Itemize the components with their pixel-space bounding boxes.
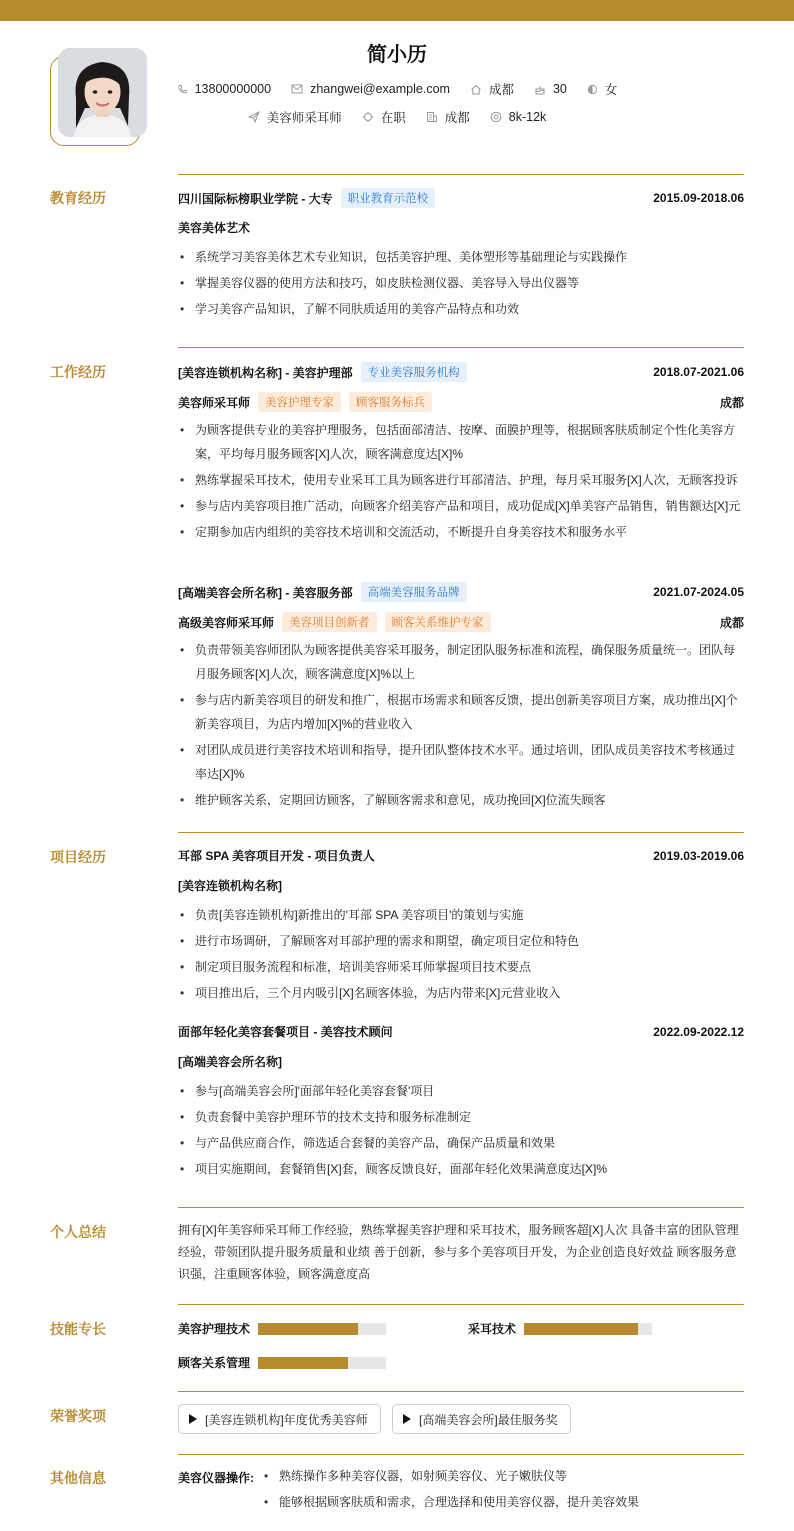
skill-item-3 bbox=[178, 1354, 386, 1371]
list-item: • 能够根据顾客肤质和需求，合理选择和使用美容仪器，提升美容效果 bbox=[262, 1490, 744, 1514]
skills-divider bbox=[178, 1304, 744, 1305]
list-item: • 制定项目服务流程和标准，培训美容师采耳师掌握项目技术要点 bbox=[178, 955, 744, 979]
status-item bbox=[362, 108, 406, 126]
skills-title: 技能专长 bbox=[50, 1321, 106, 1337]
list-item: • 与产品供应商合作，筛选适合套餐的美容产品，确保产品质量和效果 bbox=[178, 1131, 744, 1155]
skill-1-bar bbox=[258, 1323, 386, 1335]
job-2-company: [高端美容会所名称] - 美容服务部 bbox=[178, 585, 353, 600]
project-2-name: 面部年轻化美容套餐项目 - 美容技术顾问 bbox=[178, 1025, 393, 1039]
project-2-bullets bbox=[178, 1079, 744, 1183]
skill-item-1 bbox=[178, 1320, 386, 1337]
candidate-name: 简小历 bbox=[367, 44, 427, 66]
project-1-bullets bbox=[178, 903, 744, 1007]
list-item: • 熟练掌握采耳技术，使用专业采耳工具为顾客进行耳部清洁、护理，每月采耳服务[X]人次，无顾客投诉 bbox=[178, 468, 744, 492]
list-item: • 负责带领美容师团队为顾客提供美容采耳服务，制定团队服务标准和流程，确保服务质量统一。团队每月服务顾客[X]人次，顾客满意度[X]%以上 bbox=[178, 638, 744, 686]
job-1-header bbox=[178, 362, 744, 382]
skill-1-fill bbox=[258, 1323, 358, 1335]
project-2-header bbox=[178, 1023, 744, 1040]
job-1-company: [美容连锁机构名称] - 美容护理部 bbox=[178, 365, 353, 380]
summary-title: 个人总结 bbox=[50, 1224, 106, 1240]
job-target-text: 美容师采耳师 bbox=[266, 111, 342, 125]
other-bullets bbox=[262, 1464, 744, 1516]
skill-2-name: 采耳技术 bbox=[468, 1322, 517, 1336]
age-text: 30 bbox=[552, 82, 567, 96]
list-item: • 对团队成员进行美容技术培训和指导，提升团队整体技术水平。通过培训，团队成员美容技术考核通过率达[X]% bbox=[178, 738, 744, 786]
school-name: 四川国际标榜职业学院 - 大专 bbox=[178, 191, 333, 206]
job-1-tag-1: 美容护理专家 bbox=[258, 392, 341, 412]
list-item: • 维护顾客关系，定期回访顾客，了解顾客需求和意见，成功挽回[X]位流失顾客 bbox=[178, 788, 744, 812]
skill-1-name: 美容护理技术 bbox=[178, 1322, 251, 1336]
salary-item bbox=[490, 110, 547, 124]
status-text: 在职 bbox=[380, 111, 406, 125]
job-target-item bbox=[248, 108, 342, 126]
other-divider bbox=[178, 1454, 744, 1455]
work-divider bbox=[178, 347, 744, 348]
job-2-position: 高级美容师采耳师 bbox=[178, 615, 275, 630]
phone-icon bbox=[177, 84, 188, 95]
list-item: • 项目推出后，三个月内吸引[X]名顾客体验，为店内带来[X]元营业收入 bbox=[178, 981, 744, 1005]
award-2-text: [高端美容会所]最佳服务奖 bbox=[419, 1412, 558, 1427]
job-2-tag-1: 美容项目创新者 bbox=[282, 612, 377, 632]
email-item bbox=[291, 82, 450, 96]
list-item: • 进行市场调研，了解顾客对耳部护理的需求和期望，确定项目定位和特色 bbox=[178, 929, 744, 953]
award-1-text: [美容连锁机构]年度优秀美容师 bbox=[205, 1412, 368, 1427]
job-2-tag-2: 顾客关系维护专家 bbox=[385, 612, 491, 632]
education-date: 2015.09-2018.06 bbox=[653, 191, 744, 205]
list-item: • 负责套餐中美容护理环节的技术支持和服务标准制定 bbox=[178, 1105, 744, 1129]
project-2-date: 2022.09-2022.12 bbox=[653, 1024, 744, 1039]
list-item: • 项目实施期间，套餐销售[X]套，顾客反馈良好，面部年轻化效果满意度达[X]% bbox=[178, 1157, 744, 1181]
project-2-org: [高端美容会所名称] bbox=[178, 1055, 282, 1069]
major-row bbox=[178, 219, 744, 236]
skill-item-2 bbox=[468, 1320, 652, 1337]
list-item: • 熟练操作多种美容仪器，如射频美容仪、光子嫩肤仪等 bbox=[262, 1464, 744, 1488]
city-text: 成都 bbox=[488, 83, 514, 97]
work-title: 工作经历 bbox=[50, 364, 106, 380]
job-1-position: 美容师采耳师 bbox=[178, 395, 251, 410]
play-arrow-icon bbox=[403, 1414, 411, 1424]
skill-3-name: 顾客关系管理 bbox=[178, 1356, 251, 1370]
gender-icon bbox=[587, 84, 598, 95]
education-bullets bbox=[178, 245, 744, 323]
job-1-tag-2: 顾客服务标兵 bbox=[349, 392, 432, 412]
phone-text: 13800000000 bbox=[194, 82, 272, 96]
job-2-city: 成都 bbox=[719, 615, 744, 630]
project-2-org-row bbox=[178, 1053, 744, 1070]
education-header bbox=[178, 188, 744, 208]
list-item: • 为顾客提供专业的美容护理服务，包括面部清洁、按摩、面膜护理等，根据顾客肤质制定个性化美容方案，平均每月服务顾客[X]人次，顾客满意度达[X]% bbox=[178, 418, 744, 466]
list-item: • 参与[高端美容会所]'面部年轻化美容套餐'项目 bbox=[178, 1079, 744, 1103]
job-1-position-row bbox=[178, 392, 744, 412]
education-divider bbox=[178, 174, 744, 175]
job-2-header bbox=[178, 582, 744, 602]
email-text: zhangwei@example.com bbox=[310, 82, 450, 96]
project-1-org-row bbox=[178, 877, 744, 894]
play-arrow-icon bbox=[189, 1414, 197, 1424]
job-2-company-tag: 高端美容服务品牌 bbox=[361, 582, 467, 602]
job-1-date: 2018.07-2021.06 bbox=[653, 365, 744, 379]
age-item bbox=[534, 82, 567, 96]
gender-item bbox=[587, 80, 618, 98]
summary-text: 拥有[X]年美容师采耳师工作经验，熟练掌握美容护理和采耳技术，服务顾客超[X]人次 具备丰富的团队管理经验，带领团队提升服务质量和业绩 善于创新，参与多个美容项目开发，为企业创造良好效益 顾客服务意识强，注重顾客体验，顾客满意度高 bbox=[178, 1223, 739, 1281]
job-intent-row bbox=[0, 108, 794, 126]
list-item: • 负责[美容连锁机构]新推出的'耳部 SPA 美容项目'的策划与实施 bbox=[178, 903, 744, 927]
phone-item bbox=[177, 82, 271, 96]
contact-row bbox=[0, 80, 794, 98]
job-1-company-tag: 专业美容服务机构 bbox=[361, 362, 467, 382]
mail-icon bbox=[291, 84, 303, 94]
project-1-header bbox=[178, 847, 744, 864]
status-gear-icon bbox=[362, 111, 374, 123]
job-1-city: 成都 bbox=[719, 395, 744, 410]
city-item bbox=[470, 80, 514, 98]
other-label: 美容仪器操作: bbox=[178, 1471, 254, 1485]
list-item: • 定期参加店内组织的美容技术培训和交流活动，不断提升自身美容技术和服务水平 bbox=[178, 520, 744, 544]
awards-title: 荣誉奖项 bbox=[50, 1408, 106, 1424]
salary-text: 8k-12k bbox=[508, 110, 547, 124]
skill-2-bar bbox=[524, 1323, 652, 1335]
skill-3-fill bbox=[258, 1357, 348, 1369]
target-city-text: 成都 bbox=[444, 111, 470, 125]
awards-divider bbox=[178, 1391, 744, 1392]
school-tag: 职业教育示范校 bbox=[341, 188, 436, 208]
project-1-date: 2019.03-2019.06 bbox=[653, 848, 744, 863]
target-city-item bbox=[426, 108, 470, 126]
summary-divider bbox=[178, 1207, 744, 1208]
job-2-bullets bbox=[178, 638, 744, 814]
salary-coin-icon bbox=[490, 111, 502, 123]
list-item: • 掌握美容仪器的使用方法和技巧，如皮肤检测仪器、美容导入导出仪器等 bbox=[178, 271, 744, 295]
gender-text: 女 bbox=[604, 83, 618, 97]
list-item: • 参与店内新美容项目的研发和推广，根据市场需求和顾客反馈，提出创新美容项目方案，成功推出[X]个新美容项目，为店内增加[X]%的营业收入 bbox=[178, 688, 744, 736]
other-title: 其他信息 bbox=[50, 1470, 106, 1486]
cake-icon bbox=[534, 84, 546, 95]
list-item: • 学习美容产品知识，了解不同肤质适用的美容产品特点和功效 bbox=[178, 297, 744, 321]
award-item-2 bbox=[392, 1404, 571, 1434]
projects-divider bbox=[178, 832, 744, 833]
major-name: 美容美体艺术 bbox=[178, 221, 251, 235]
project-1-org: [美容连锁机构名称] bbox=[178, 879, 282, 893]
skill-3-bar bbox=[258, 1357, 386, 1369]
award-item-1 bbox=[178, 1404, 381, 1434]
list-item: • 系统学习美容美体艺术专业知识，包括美容护理、美体塑形等基础理论与实践操作 bbox=[178, 245, 744, 269]
job-1-bullets bbox=[178, 418, 744, 546]
list-item: • 参与店内美容项目推广活动，向顾客介绍美容产品和项目，成功促成[X]单美容产品销售，销售额达[X]元 bbox=[178, 494, 744, 518]
home-icon bbox=[470, 84, 482, 95]
job-2-position-row bbox=[178, 612, 744, 632]
project-1-name: 耳部 SPA 美容项目开发 - 项目负责人 bbox=[178, 849, 375, 863]
skill-2-fill bbox=[524, 1323, 638, 1335]
building-icon bbox=[426, 111, 438, 123]
top-accent-bar bbox=[0, 0, 794, 21]
send-icon bbox=[248, 111, 260, 123]
job-2-date: 2021.07-2024.05 bbox=[653, 585, 744, 599]
education-title: 教育经历 bbox=[50, 190, 106, 206]
projects-title: 项目经历 bbox=[50, 849, 106, 865]
